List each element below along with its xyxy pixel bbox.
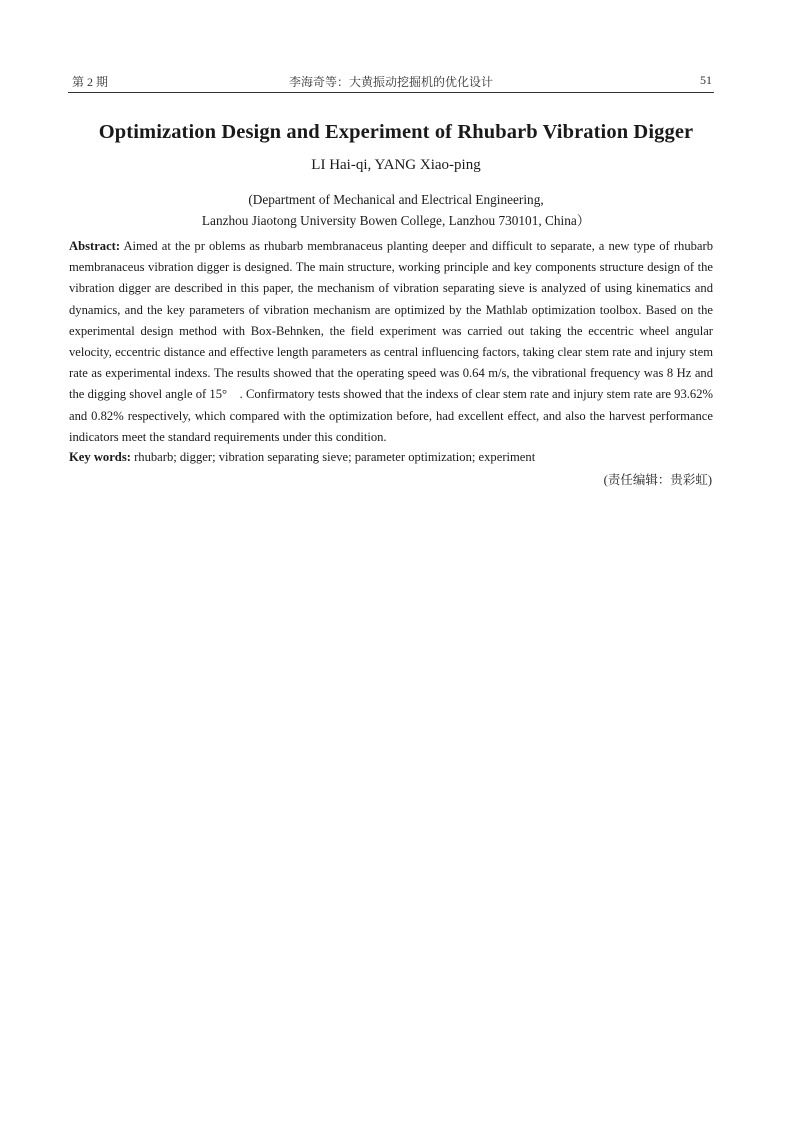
keywords-text: rhubarb; digger; vibration separating sieve; parameter optimization; experiment [134,450,536,464]
running-title: 李海奇等：大黄振动挖掘机的优化设计 [288,75,493,89]
keywords [69,447,713,468]
abstract [69,236,713,448]
affiliation-line-1: (Department of Mechanical and Electrical Engineering, [248,192,544,207]
affiliation [40,189,752,231]
editor-note: (责任编辑：贵彩虹) [603,473,712,487]
abstract-label: Abstract: [69,239,121,253]
running-header [68,72,714,93]
abstract-text: Aimed at the pr oblems as rhubarb membranaceus planting deeper and difficult to separate, a new type of rhubarb membranaceus vibration digger is designed. The main structure, working principle and key components structure design of the vibration digger are described in this paper, the mechanism of vibration separating sieve is analyzed of using kinematics and dynamics, and the key parameters of vibration mechanism are optimized by the Mathlab optimization toolbox. Based on the experimental design method with Box-Behnken, the field experiment was carried out taking the eccentric wheel angular velocity, eccentric distance and effective length parameters as central influencing factors, taking clear stem rate and injury stem rate as experimental indexs. The results showed that the operating speed was 0.64 m/s, the vibrational frequency was 8 Hz and the digging shovel angle of 15° . Confirmatory tests showed that the indexs of clear stem rate and injury stem rate are 93.62% and 0.82% respectively, which compared with the optimization before, had excellent effect, and also the harvest performance indicators meet the standard requirements under this condition. [69,239,713,444]
keywords-label: Key words: [69,450,131,464]
paper-title: Optimization Design and Experiment of Rhubarb Vibration Digger [98,121,694,143]
author-list: LI Hai-qi, YANG Xiao-ping [311,157,481,173]
issue-number: 第 2 期 [72,75,109,89]
affiliation-line-2: Lanzhou Jiaotong University Bowen College, Lanzhou 730101, China） [201,213,591,228]
page-number: 51 [700,73,712,87]
